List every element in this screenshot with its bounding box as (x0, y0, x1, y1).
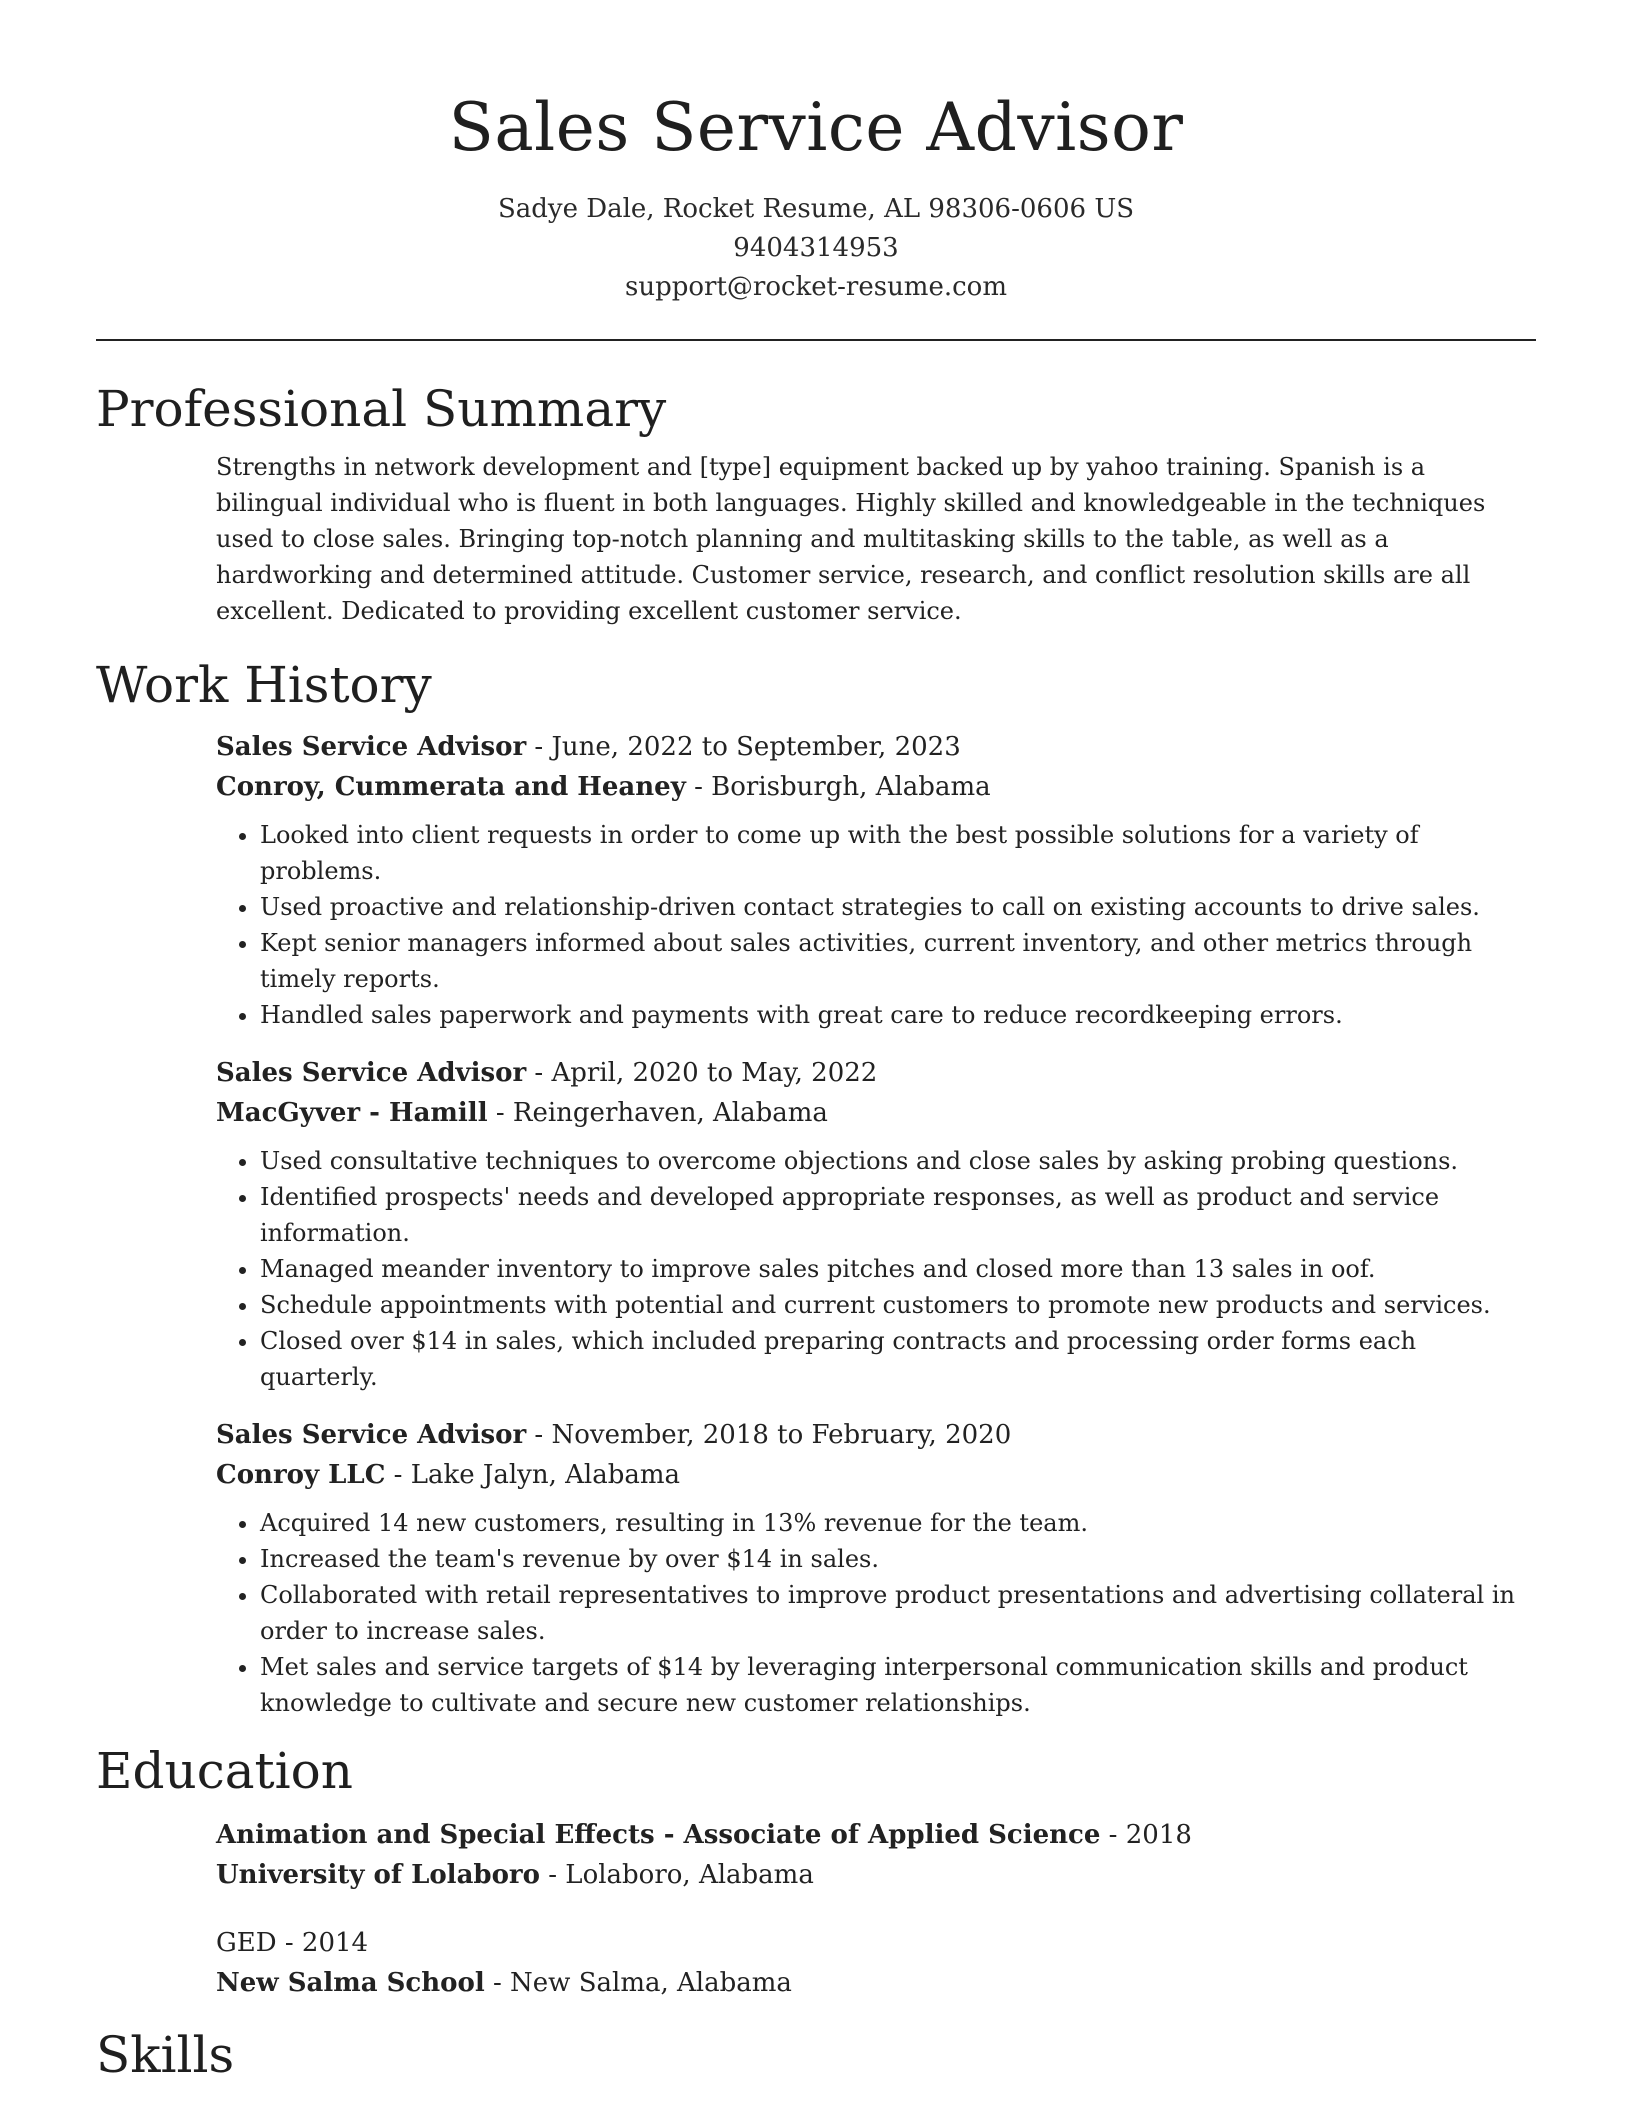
resume-page (96, 0, 1536, 2087)
education-school: University of Lolaboro (216, 1860, 540, 1890)
job-bullet: • Managed meander inventory to improve sales pitches and closed more than 13 sales in oof. (260, 1251, 1536, 1287)
job-title: Sales Service Advisor (216, 1058, 527, 1088)
job-bullet: • Used proactive and relationship-driven contact strategies to call on existing accounts to drive sales. (260, 889, 1536, 925)
job-bullet: • Identified prospects' needs and developed appropriate responses, as well as product and service information. (260, 1179, 1536, 1251)
job-bullet: • Used consultative techniques to overcome objections and close sales by asking probing questions. (260, 1143, 1536, 1179)
education-entry (216, 1815, 1536, 1895)
job-bullet: • Schedule appointments with potential and current customers to promote new products and services. (260, 1287, 1536, 1323)
job-company-line (216, 1093, 1536, 1133)
job-bullet: • Handled sales paperwork and payments with great care to reduce recordkeeping errors. (260, 997, 1536, 1033)
summary-section (96, 377, 1536, 629)
job-location: - Lake Jalyn, Alabama (385, 1460, 680, 1490)
job-bullets (216, 1143, 1536, 1395)
education-year: - 2014 (276, 1928, 369, 1958)
job-location: - Borisburgh, Alabama (685, 772, 991, 802)
job-bullets (216, 1505, 1536, 1721)
job-title-line (216, 1053, 1536, 1093)
job-bullet: • Kept senior managers informed about sales activities, current inventory, and other metrics through timely reports. (260, 925, 1536, 997)
job-title: Sales Service Advisor (216, 1420, 527, 1450)
job-dates: - June, 2022 to September, 2023 (526, 732, 961, 762)
education-degree: GED (216, 1928, 277, 1958)
education-school: New Salma School (216, 1968, 485, 1998)
job-bullet: • Increased the team's revenue by over $14 in sales. (260, 1541, 1536, 1577)
skills-section (96, 2023, 1536, 2087)
summary-text: Strengths in network development and [type] equipment backed up by yahoo training. Spanish is a bilingual individual who is fluent in both languages. Highly skilled and knowledgeable in the techniques used to close sales. Bringing top-notch planning and multitasking skills to the table, as well as a hardworking and determined attitude. Customer service, research, and conflict resolution skills are all excellent. Dedicated to providing excellent customer service. (216, 453, 1486, 625)
job-location: - Reingerhaven, Alabama (487, 1098, 828, 1128)
job-bullet: • Looked into client requests in order to come up with the best possible solutions for a variety of problems. (260, 817, 1536, 889)
skills-heading: Skills (96, 2026, 235, 2084)
education-school-line (216, 1855, 1536, 1895)
job-bullet: • Acquired 14 new customers, resulting in 13% revenue for the team. (260, 1505, 1536, 1541)
contact-address: Sadye Dale, Rocket Resume, AL 98306-0606 US (497, 194, 1135, 224)
education-section (96, 1739, 1536, 2003)
education-location: - New Salma, Alabama (484, 1968, 792, 1998)
job-dates: - November, 2018 to February, 2020 (526, 1420, 1012, 1450)
job-entry (216, 1053, 1536, 1395)
education-degree-line (216, 1815, 1536, 1855)
resume-title: Sales Service Advisor (448, 89, 1184, 166)
job-title-line (216, 1415, 1536, 1455)
contact-email: support@rocket-resume.com (624, 272, 1007, 302)
job-company: Conroy LLC (216, 1460, 386, 1490)
job-company: MacGyver - Hamill (216, 1098, 488, 1128)
job-bullet: • Closed over $14 in sales, which included preparing contracts and processing order forms each quarterly. (260, 1323, 1536, 1395)
job-bullet: • Collaborated with retail representatives to improve product presentations and advertising collateral in order to increase sales. (260, 1577, 1536, 1649)
contact-phone: 9404314953 (733, 233, 899, 263)
job-company-line (216, 1455, 1536, 1495)
job-company: Conroy, Cummerata and Heaney (216, 772, 686, 802)
education-degree: Animation and Special Effects - Associate of Applied Science (216, 1820, 1101, 1850)
job-entry (216, 1415, 1536, 1721)
job-entry (216, 727, 1536, 1033)
summary-heading: Professional Summary (96, 380, 667, 438)
job-bullets (216, 817, 1536, 1033)
job-bullet: • Met sales and service targets of $14 by leveraging interpersonal communication skills and product knowledge to cultivate and secure new customer relationships. (260, 1649, 1536, 1721)
work-history-heading: Work History (96, 656, 432, 714)
education-location: - Lolaboro, Alabama (539, 1860, 814, 1890)
education-degree-line (216, 1923, 1536, 1963)
job-title: Sales Service Advisor (216, 732, 527, 762)
education-entry (216, 1923, 1536, 2003)
job-title-line (216, 727, 1536, 767)
resume-header (96, 0, 1536, 307)
work-history-section (96, 653, 1536, 1721)
education-heading: Education (96, 1742, 353, 1800)
contact-info (96, 190, 1536, 307)
job-company-line (216, 767, 1536, 807)
job-dates: - April, 2020 to May, 2022 (526, 1058, 878, 1088)
education-year: - 2018 (1100, 1820, 1192, 1850)
header-divider (96, 339, 1536, 341)
education-school-line (216, 1963, 1536, 2003)
